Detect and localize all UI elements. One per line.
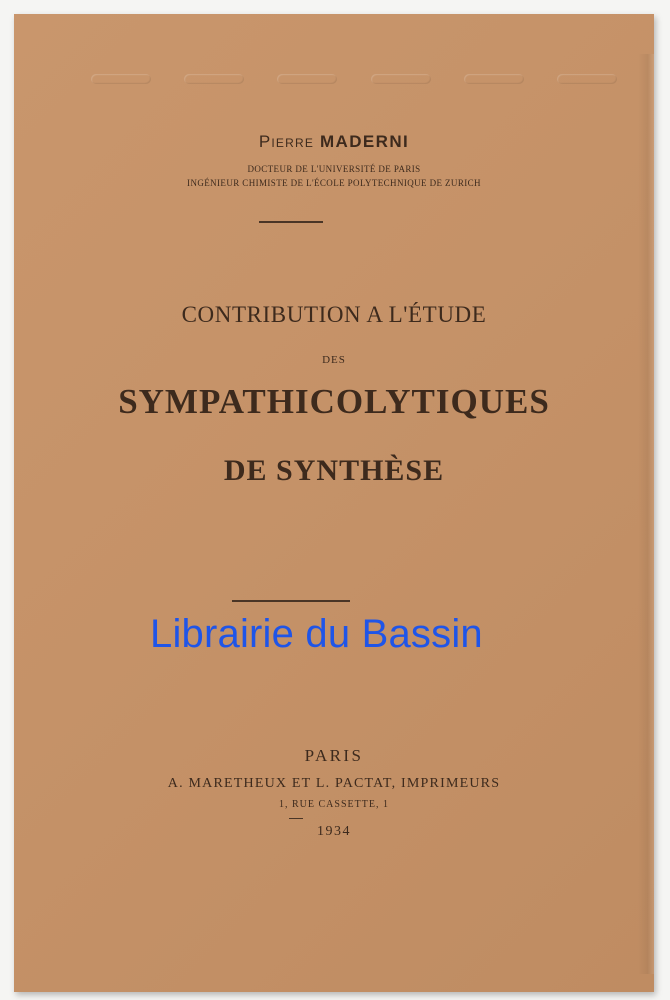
title-line-contribution: CONTRIBUTION A L'ÉTUDE <box>181 302 487 327</box>
ornament-segment <box>371 74 431 84</box>
small-divider <box>289 818 303 819</box>
publication-city: PARIS <box>304 746 364 765</box>
author-name <box>14 132 654 152</box>
author-first-name: Pierre <box>258 132 315 151</box>
book-cover <box>14 14 654 992</box>
author-credential-engineer: INGÉNIEUR CHIMISTE DE L'ÉCOLE POLYTECHNIQUE DE ZURICH <box>187 178 481 188</box>
ornament-segment <box>557 74 617 84</box>
printer-name: A. MARETHEUX ET L. PACTAT, IMPRIMEURS <box>167 776 501 791</box>
ornament-segment <box>464 74 524 84</box>
title-line-main: SYMPATHICOLYTIQUES <box>118 382 550 421</box>
embossed-border-ornament <box>74 68 634 90</box>
printer-address: 1, RUE CASSETTE, 1 <box>279 799 389 810</box>
publication-year: 1934 <box>317 824 351 839</box>
author-credential-doctorate: DOCTEUR DE L'UNIVERSITÉ DE PARIS <box>247 164 421 174</box>
title-line-des: DES <box>322 354 346 366</box>
title-line-synthese: DE SYNTHÈSE <box>223 454 445 487</box>
bookseller-watermark: Librairie du Bassin <box>150 612 483 656</box>
ornament-segment <box>277 74 337 84</box>
author-last-name: MADERNI <box>320 132 410 151</box>
divider-rule <box>259 221 323 223</box>
ornament-segment <box>91 74 151 84</box>
ornament-segment <box>184 74 244 84</box>
divider-rule <box>232 600 350 602</box>
